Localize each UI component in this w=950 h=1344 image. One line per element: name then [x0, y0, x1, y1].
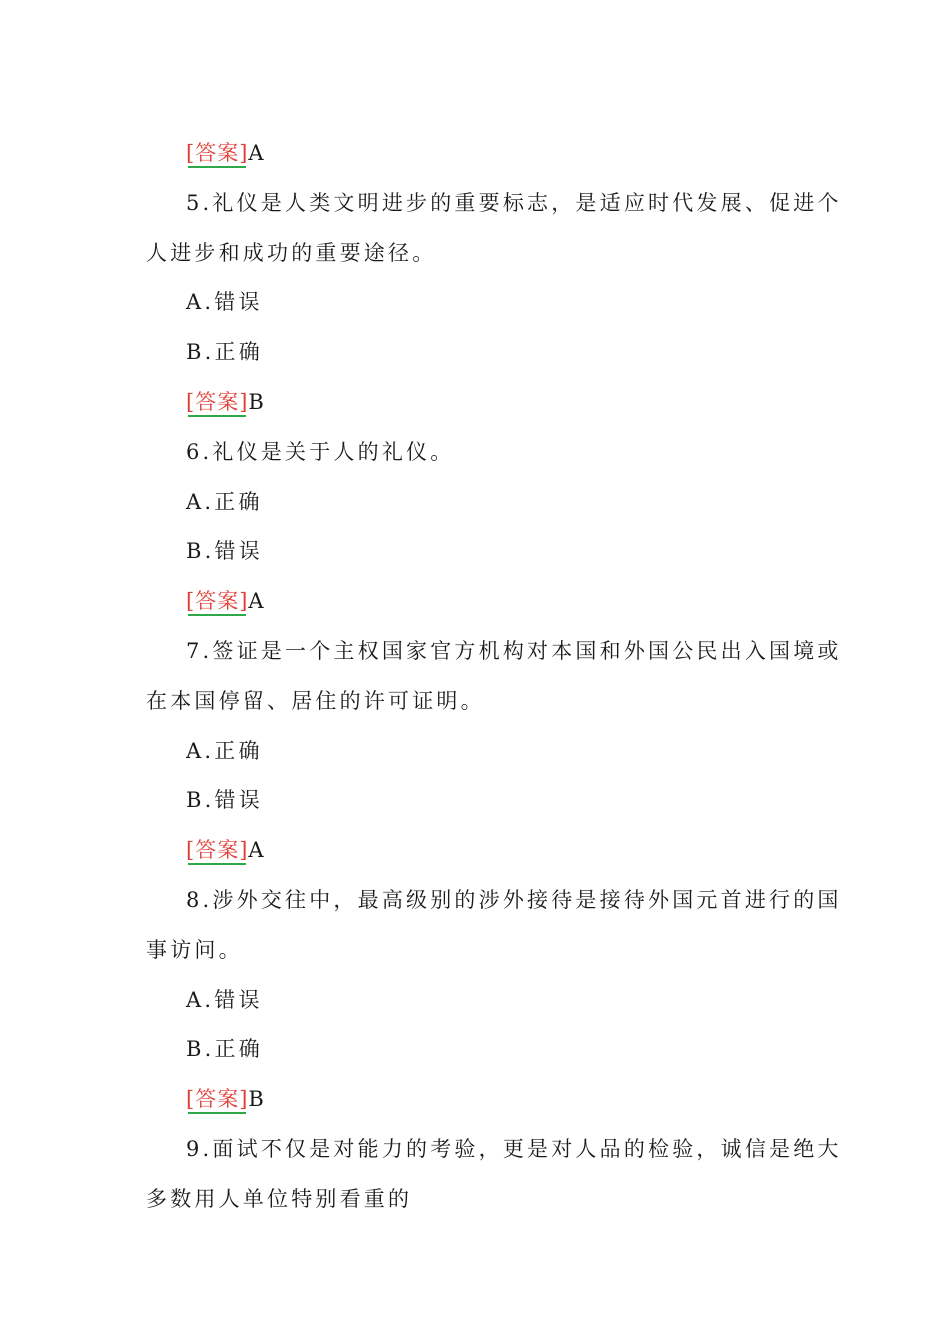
- option-text: A.错误: [186, 987, 263, 1012]
- option-text: B.正确: [186, 1037, 263, 1062]
- question-text: 6.礼仪是关于人的礼仪。: [186, 439, 455, 464]
- option-text: B.错误: [186, 539, 263, 564]
- answer-tag: [答案]: [186, 389, 249, 414]
- answer-line: [146, 1075, 810, 1125]
- question-text-continued: 多数用人单位特别看重的: [146, 1186, 413, 1211]
- answer-value: B: [248, 389, 268, 414]
- option-text: A.错误: [186, 290, 263, 315]
- question-text: 5.礼仪是人类文明进步的重要标志，是适应时代发展、促进个: [186, 190, 842, 215]
- answer-line: [146, 826, 810, 876]
- option-text: A.正确: [186, 738, 263, 763]
- quiz-content: [146, 129, 842, 1225]
- question-text-continued: 事访问。: [146, 937, 243, 962]
- answer-value: A: [248, 141, 267, 165]
- question-text: 7.签证是一个主权国家官方机构对本国和外国公民出入国境或: [186, 638, 842, 663]
- answer-value: B: [248, 1087, 268, 1112]
- answer-tag: [答案]: [186, 141, 249, 165]
- answer-line: [146, 577, 810, 627]
- answer-line: [146, 378, 810, 428]
- question-text: 9.面试不仅是对能力的考验，更是对人品的检验，诚信是绝大: [186, 1136, 842, 1161]
- question-text-continued: 在本国停留、居住的许可证明。: [146, 688, 485, 713]
- question-text-continued: 人进步和成功的重要途径。: [146, 240, 437, 265]
- answer-line: [146, 129, 810, 179]
- option-text: B.正确: [186, 340, 263, 365]
- option-text: B.错误: [186, 788, 263, 813]
- option-text: A.正确: [186, 489, 263, 514]
- answer-tag: [答案]: [186, 838, 249, 863]
- answer-tag: [答案]: [186, 589, 249, 614]
- answer-tag: [答案]: [186, 1087, 249, 1112]
- answer-value: A: [248, 589, 267, 614]
- question-text: 8.涉外交往中，最高级别的涉外接待是接待外国元首进行的国: [186, 887, 842, 912]
- answer-value: A: [248, 838, 267, 863]
